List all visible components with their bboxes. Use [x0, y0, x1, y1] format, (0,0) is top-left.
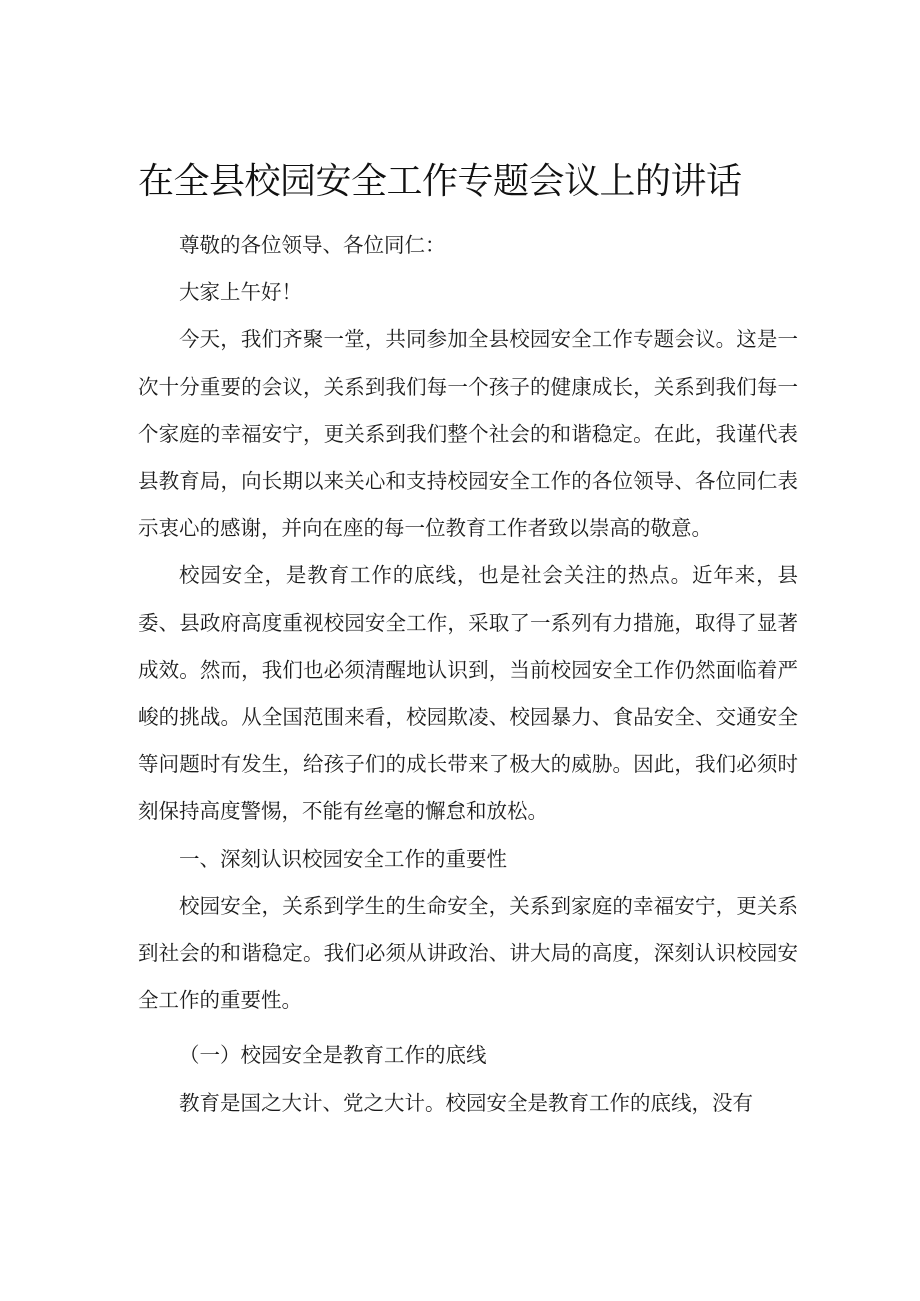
document-body — [138, 222, 798, 1127]
salutation: 尊敬的各位领导、各位同仁： — [179, 233, 446, 257]
greeting: 大家上午好！ — [179, 280, 302, 305]
paragraph-subsection-1: 教育是国之大计、党之大计。校园安全是教育工作的底线，没有 — [179, 1090, 753, 1115]
paragraph-section-1: 校园安全，关系到学生的生命安全，关系到家庭的幸福安宁，更关系到社会的和谐稳定。我们必须从讲政治、讲大局的高度，深刻认识校园安全工作的重要性。 — [138, 893, 798, 1013]
paragraph-opening: 今天，我们齐聚一堂，共同参加全县校园安全工作专题会议。这是一次十分重要的会议，关系到我们每一个孩子的健康成长，关系到我们每一个家庭的幸福安宁，更关系到我们整个社会的和谐稳定。在此，我谨代表县教育局，向长期以来关心和支持校园安全工作的各位领导、各位同仁表示衷心的感谢，并向在座的每一位教育工作者致以崇高的敬意。 — [138, 327, 798, 541]
section-heading-1: 一、深刻认识校园安全工作的重要性 — [179, 846, 507, 871]
subsection-heading-1: （一）校园安全是教育工作的底线 — [179, 1043, 487, 1068]
document-title: 在全县校园安全工作专题会议上的讲话 — [138, 161, 742, 202]
paragraph-background: 校园安全，是教育工作的底线，也是社会关注的热点。近年来，县委、县政府高度重视校园安全工作，采取了一系列有力措施，取得了显著成效。然而，我们也必须清醒地认识到，当前校园安全工作仍然面临着严峻的挑战。从全国范围来看，校园欺凌、校园暴力、食品安全、交通安全等问题时有发生，给孩子们的成长带来了极大的威胁。因此，我们必须时刻保持高度警惕，不能有丝毫的懈怠和放松。 — [138, 563, 798, 824]
